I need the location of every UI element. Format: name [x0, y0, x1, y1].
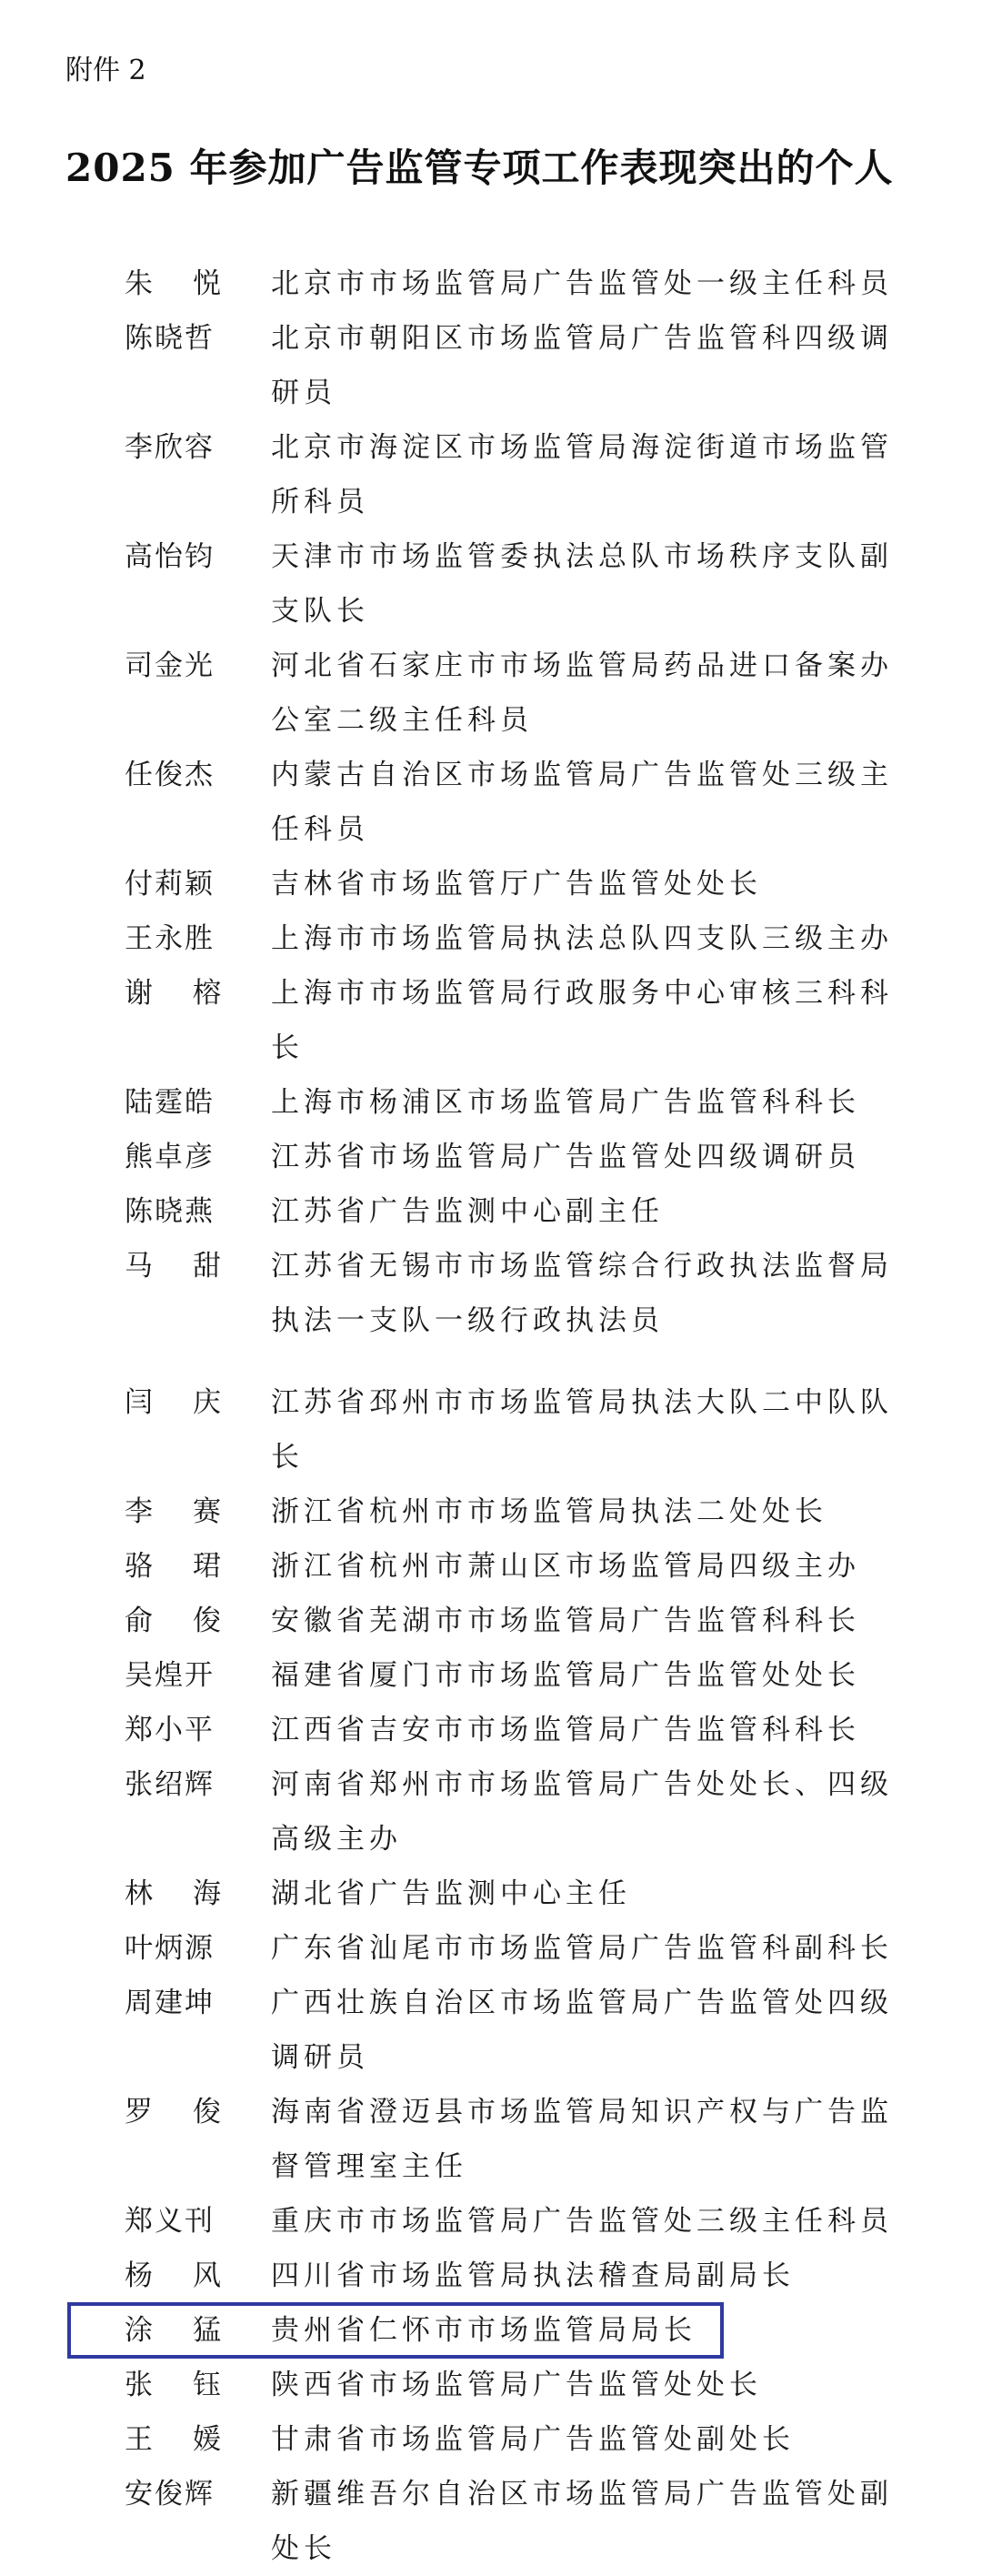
attachment-label: 附件 2: [65, 55, 146, 86]
list-item: [0, 1594, 982, 1648]
person-organization: 河北省石家庄市市场监管局药品进口备案办公室二级主任科员: [271, 649, 893, 737]
person-name: 李赛: [125, 1495, 261, 1528]
list-item: [0, 2412, 982, 2467]
person-organization: 江苏省市场监管局广告监管处四级调研员: [271, 1141, 860, 1173]
person-name: 吴煌开: [125, 1659, 215, 1692]
person-name: 张绍辉: [125, 1768, 215, 1801]
person-organization: 重庆市市场监管局广告监管处三级主任科员: [271, 2205, 893, 2238]
list-item: [0, 1484, 982, 1539]
list-item: [0, 1976, 982, 2085]
person-name: 谢榕: [125, 977, 261, 1010]
person-name: 张钰: [125, 2369, 261, 2401]
person-organization: 上海市市场监管局执法总队四支队三级主办: [271, 922, 893, 955]
person-organization: 海南省澄迈县市场监管局知识产权与广告监督管理室主任: [271, 2096, 893, 2183]
person-organization: 北京市海淀区市场监管局海淀街道市场监管所科员: [271, 431, 893, 518]
person-organization: 陕西省市场监管局广告监管处处长: [271, 2369, 762, 2401]
list-item: [0, 257, 982, 311]
list-item: [0, 1239, 982, 1348]
person-organization: 广东省汕尾市市场监管局广告监管科副科长: [271, 1932, 893, 1965]
person-name: 郑义刊: [125, 2205, 215, 2238]
person-name: 李欣容: [125, 431, 215, 464]
list-item: [0, 1757, 982, 1867]
person-organization: 湖北省广告监测中心主任: [271, 1877, 631, 1910]
list-item: [0, 2249, 982, 2303]
list-item: [0, 857, 982, 911]
person-name: 高怡钧: [125, 540, 215, 573]
person-organization: 上海市杨浦区市场监管局广告监管科科长: [271, 1086, 860, 1119]
person-name: 陈晓哲: [125, 322, 215, 355]
person-name: 王媛: [125, 2423, 261, 2456]
person-name: 王永胜: [125, 922, 215, 955]
person-organization: 甘肃省市场监管局广告监管处副处长: [271, 2423, 795, 2456]
person-name: 任俊杰: [125, 759, 215, 791]
list-item: [0, 311, 982, 420]
list-item: [0, 639, 982, 748]
person-organization: 浙江省杭州市萧山区市场监管局四级主办: [271, 1550, 860, 1583]
list-item: [0, 911, 982, 966]
person-organization: 河南省郑州市市场监管局广告处处长、四级高级主办: [271, 1768, 893, 1856]
person-name: 骆珺: [125, 1550, 261, 1583]
list-item: [0, 1867, 982, 1921]
person-name: 朱悦: [125, 267, 261, 300]
list-item: [0, 2467, 982, 2576]
person-organization: 福建省厦门市市场监管局广告监管处处长: [271, 1659, 860, 1692]
person-name: 付莉颖: [125, 868, 215, 901]
list-item: [0, 2358, 982, 2412]
list-item: [0, 1375, 982, 1484]
list-item: [0, 1184, 982, 1239]
person-name: 郑小平: [125, 1714, 215, 1746]
person-organization: 江苏省无锡市市场监管综合行政执法监督局执法一支队一级行政执法员: [271, 1250, 893, 1337]
list-item: [0, 1921, 982, 1976]
person-organization: 天津市市场监管委执法总队市场秩序支队副支队长: [271, 540, 893, 628]
person-name: 涂猛: [125, 2314, 261, 2347]
person-organization: 安徽省芜湖市市场监管局广告监管科科长: [271, 1605, 860, 1637]
list-item: [0, 1075, 982, 1130]
person-organization: 北京市市场监管局广告监管处一级主任科员: [271, 267, 893, 300]
person-organization: 广西壮族自治区市场监管局广告监管处四级调研员: [271, 1987, 893, 2074]
person-name: 陆霆皓: [125, 1086, 215, 1119]
person-organization: 贵州省仁怀市市场监管局局长: [271, 2314, 696, 2347]
person-organization: 上海市市场监管局行政服务中心审核三科科长: [271, 977, 893, 1064]
person-organization: 北京市朝阳区市场监管局广告监管科四级调研员: [271, 322, 893, 409]
highlight-box: [67, 2302, 724, 2359]
list-item: [0, 1703, 982, 1757]
document-title: 2025 年参加广告监管专项工作表现突出的个人: [65, 146, 894, 190]
list-item: [0, 2194, 982, 2249]
person-organization: 江苏省邳州市市场监管局执法大队二中队队长: [271, 1386, 893, 1474]
list-item: [0, 1539, 982, 1594]
person-organization: 江苏省广告监测中心副主任: [271, 1195, 664, 1228]
list-item: [0, 2085, 982, 2194]
person-name: 司金光: [125, 649, 215, 682]
person-organization: 新疆维吾尔自治区市场监管局广告监管处副处长: [271, 2478, 893, 2565]
person-name: 林海: [125, 1877, 261, 1910]
person-organization: 吉林省市场监管厅广告监管处处长: [271, 868, 762, 901]
person-name: 闫庆: [125, 1386, 261, 1419]
person-name: 叶炳源: [125, 1932, 215, 1965]
list-item: [0, 1648, 982, 1703]
person-name: 马甜: [125, 1250, 261, 1283]
person-organization: 浙江省杭州市市场监管局执法二处处长: [271, 1495, 827, 1528]
person-name: 周建坤: [125, 1987, 215, 2019]
list-item: [0, 420, 982, 529]
person-organization: 四川省市场监管局执法稽查局副局长: [271, 2259, 795, 2292]
person-organization: 江西省吉安市市场监管局广告监管科科长: [271, 1714, 860, 1746]
person-name: 陈晓燕: [125, 1195, 215, 1228]
person-name: 熊卓彦: [125, 1141, 215, 1173]
list-item: [0, 748, 982, 857]
person-name: 安俊辉: [125, 2478, 215, 2511]
list-item: [0, 966, 982, 1075]
honoree-list: [0, 257, 982, 2576]
person-organization: 内蒙古自治区市场监管局广告监管处三级主任科员: [271, 759, 893, 846]
person-name: 杨风: [125, 2259, 261, 2292]
list-item: [0, 1130, 982, 1184]
list-item: [0, 529, 982, 639]
person-name: 罗俊: [125, 2096, 261, 2128]
person-name: 俞俊: [125, 1605, 261, 1637]
